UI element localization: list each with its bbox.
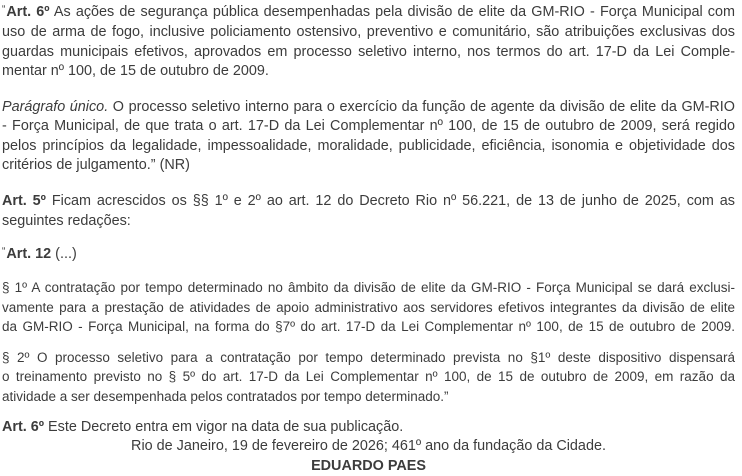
text-line: [2, 192, 735, 211]
text-line: - Força Municipal, de que trata o art. 17-D da Lei Complementar nº 100, de 15 de outubro de 2009, será regido: [2, 118, 735, 135]
paragraph-paragrafo-unico: [2, 98, 735, 175]
text-line: o treinamento previsto no § 5º do art. 17-D da Lei Complementar nº 100, de 15 de outubro de 2009, em razão da: [2, 369, 735, 385]
date-place-line: Rio de Janeiro, 19 de fevereiro de 2026; 461º ano da fundação da Cidade.: [131, 438, 606, 455]
line-text: O processo seletivo interno para o exercício da função de agente da divisão de elite da GM-RIO: [108, 99, 735, 116]
paragraph-art12-quoted: [2, 245, 735, 265]
signature-name: EDUARDO PAES: [311, 457, 426, 474]
text-line: atividade a ser desempenhada pelos contratados por tempo determinado.”: [2, 388, 449, 404]
paragraph-art5: [2, 192, 735, 231]
line-text: Este Decreto entra em vigor na data de sua publicação.: [44, 419, 404, 436]
article-label-art6: Art. 6º: [6, 4, 50, 20]
article-label-art12: Art. 12: [6, 245, 52, 262]
paragraph-section1: [2, 278, 735, 336]
text-line: guardas municipais efetivos, aprovados em processo seletivo interno, nos termos do art. 17-D da Lei Comple-: [2, 43, 735, 60]
line-text: Ficam acrescidos os §§ 1º e 2º ao art. 12 do Decreto Rio nº 56.221, de 13 de junho de 2025, com as: [45, 193, 735, 210]
text-line: [2, 245, 735, 265]
line-text: As ações de segurança pública desempenhadas pela divisão de elite da GM-RIO - Força Municipal com: [49, 4, 735, 20]
text-line: [2, 98, 735, 117]
text-line: uso de arma de fogo, inclusive policiamento ostensivo, preventivo e comunitário, são atribuições exclusivas dos: [2, 24, 735, 41]
article-label-art6-final: Art. 6º: [2, 419, 45, 436]
text-line: da GM-RIO - Força Municipal, na forma do §7º do art. 17-D da Lei Complementar nº 100, de 15 de outubro de 2009.: [2, 318, 735, 334]
text-line: mentar nº 100, de 15 de outubro de 2009.: [2, 62, 269, 79]
text-line: § 1º A contratação por tempo determinado no âmbito da divisão de elite da GM-RIO - Força Municipal se dará exclusi-: [2, 280, 735, 296]
line-text: (...): [51, 245, 77, 262]
text-line: seguintes redações:: [2, 212, 131, 229]
text-line: critérios de julgamento.” (NR): [2, 157, 190, 174]
text-line: pelos princípios da legalidade, impessoalidade, moralidade, publicidade, eficiência, isonomia e objetividade dos: [2, 137, 735, 154]
signature-block: [2, 418, 735, 476]
text-line: [2, 418, 735, 437]
text-line: § 2º O processo seletivo para a contratação por tempo determinado prevista no §1º deste dispositivo dispensará: [2, 350, 735, 366]
article-label-art5: Art. 5º: [2, 193, 46, 210]
text-line: [2, 3, 735, 23]
open-quote-mark: “: [2, 245, 6, 257]
open-quote-mark: “: [2, 3, 6, 15]
paragraph-art6-quoted: [2, 3, 735, 81]
text-line: vamente para a prestação de atividades de apoio administrativo aos servidores efetivos integrantes da divisão de elite: [2, 299, 735, 315]
paragraph-section2: [2, 348, 735, 406]
paragrafo-unico-label: Parágrafo único.: [2, 99, 109, 116]
